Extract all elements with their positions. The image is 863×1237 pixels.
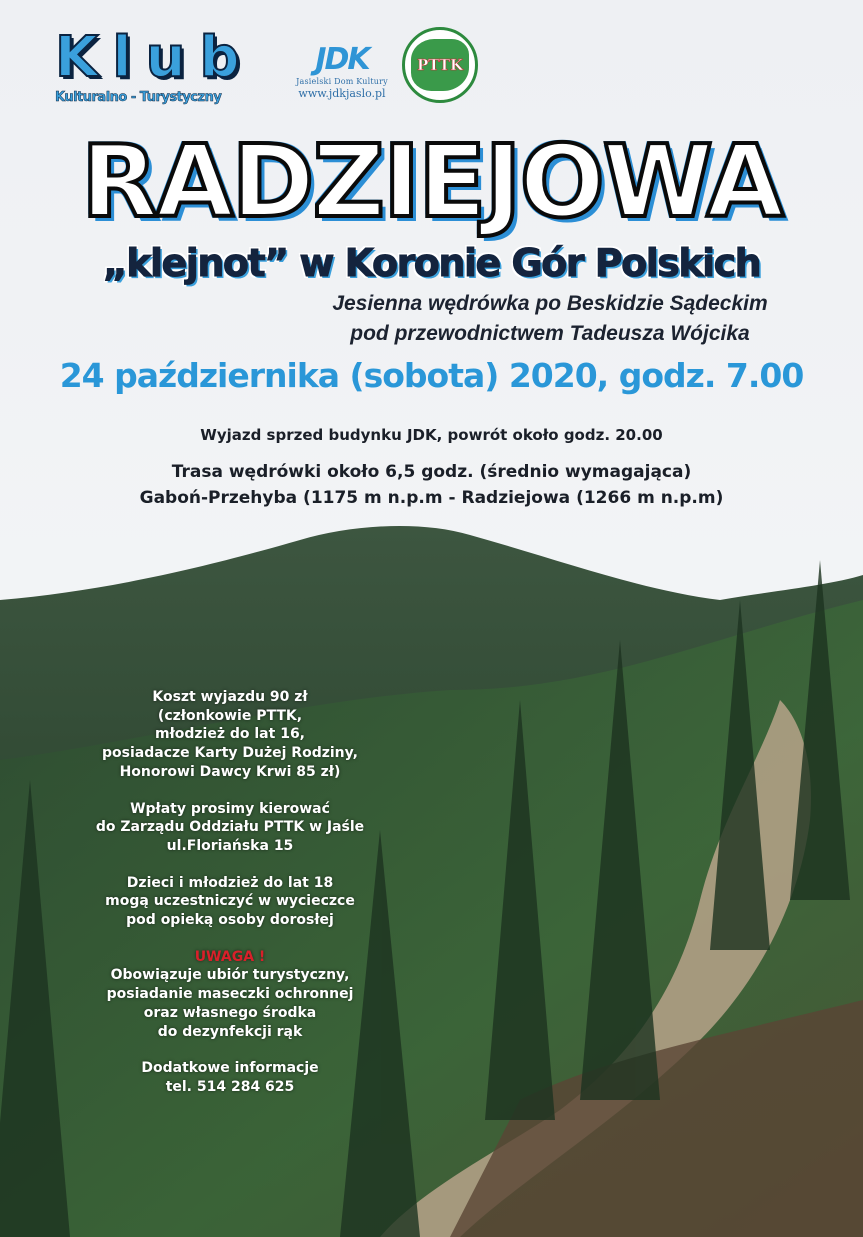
route-line-2: Gaboń-Przehyba (1175 m n.p.m - Radziejowa (1266 m n.p.m) xyxy=(139,488,724,508)
warning-line: oraz własnego środka xyxy=(143,1004,317,1021)
contact-label: Dodatkowe informacje xyxy=(141,1060,319,1077)
pttk-logo xyxy=(402,27,478,103)
cost-line: posiadacze Karty Dużej Rodziny, xyxy=(102,745,358,762)
children-line: Dzieci i młodzież do lat 18 xyxy=(126,874,334,891)
warning-line: do dezynfekcji rąk xyxy=(157,1023,303,1040)
poster-title: RADZIEJOWA xyxy=(81,123,782,240)
children-line: mogą uczestniczyć w wycieczce xyxy=(105,893,355,910)
cost-line: Koszt wyjazdu 90 zł xyxy=(152,689,308,705)
jdk-logo-name: Jasielski Dom Kultury xyxy=(296,77,388,86)
warning-line: posiadanie maseczki ochronnej xyxy=(106,986,354,1003)
warning-label: UWAGA ! xyxy=(194,948,266,965)
children-line: pod opieką osoby dorosłej xyxy=(126,912,334,929)
jdk-logo xyxy=(288,44,396,101)
contact-phone: tel. 514 284 625 xyxy=(165,1078,295,1095)
event-date: 24 października (sobota) 2020, godz. 7.00 xyxy=(59,356,804,395)
klub-logo-subtitle: Kulturalno - Turystyczny xyxy=(55,90,222,105)
pttk-logo-text: PTTK xyxy=(411,39,469,91)
jdk-url: www.jdkjaslo.pl xyxy=(298,87,386,100)
payment-line: Wpłaty prosimy kierować xyxy=(130,800,330,817)
poster-subtitle: „klejnot” w Koronie Gór Polskich xyxy=(102,241,761,285)
route-line-1: Trasa wędrówki około 6,5 godz. (średnio wymagająca) xyxy=(171,462,692,482)
warning-line: Obowiązuje ubiór turystyczny, xyxy=(110,967,350,984)
lead-line-2: pod przewodnictwem Tadeusza Wójcika xyxy=(350,322,750,345)
payment-line: ul.Floriańska 15 xyxy=(166,837,294,854)
klub-logo-title: Klub xyxy=(55,25,254,90)
jdk-logo-mark: JDK xyxy=(315,42,369,77)
cost-line: (członkowie PTTK, xyxy=(157,707,303,724)
payment-line: do Zarządu Oddziału PTTK w Jaśle xyxy=(95,819,365,836)
departure-info: Wyjazd sprzed budynku JDK, powrót około godz. 20.00 xyxy=(200,426,663,444)
lead-line-1: Jesienna wędrówka po Beskidzie Sądeckim xyxy=(332,292,768,315)
cost-line: Honorowi Dawcy Krwi 85 zł) xyxy=(119,763,341,780)
cost-line: młodzież do lat 16, xyxy=(154,726,305,743)
details-block xyxy=(40,688,420,1097)
